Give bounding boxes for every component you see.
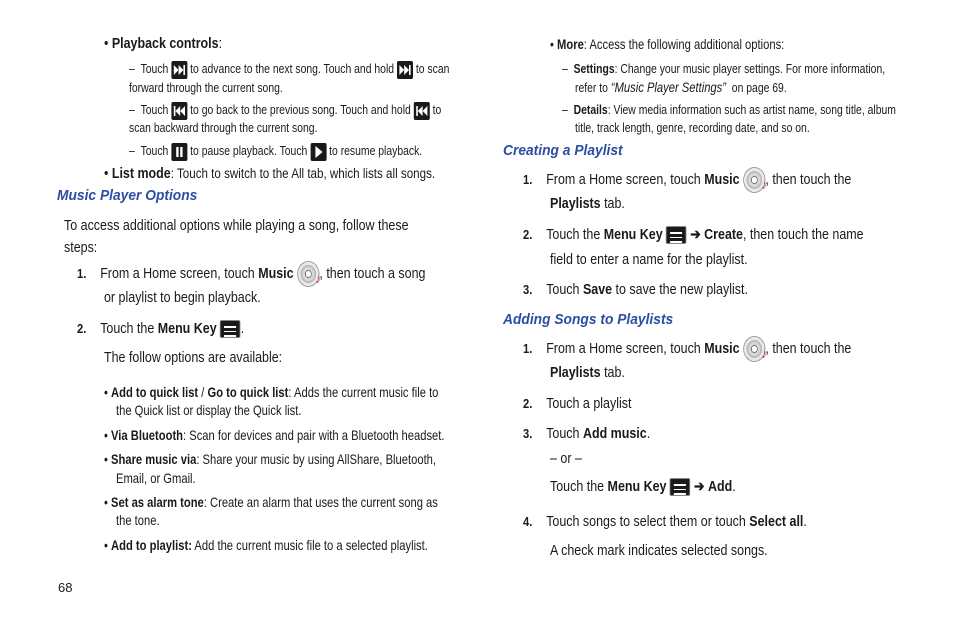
heading-music-player-options: Music Player Options	[57, 187, 198, 204]
add-step4: 4. Touch songs to select them or touch Select all.	[523, 514, 807, 530]
bullet-more: • More: Access the following additional options:	[550, 36, 785, 52]
pc-prev-line2: scan backward through the current song.	[129, 120, 318, 135]
menu-key-icon	[220, 320, 241, 338]
check-mark-text: A check mark indicates selected songs.	[550, 543, 768, 559]
add-step1-line2: Playlists tab.	[550, 365, 625, 381]
create-step2-line2: field to enter a name for the playlist.	[550, 252, 748, 268]
follow-text: The follow options are available:	[104, 350, 283, 366]
opt-quick-list-line2: the Quick list or display the Quick list.	[116, 402, 302, 418]
opt-settings: – Settings: Change your music player settings. For more information,	[562, 61, 886, 76]
add-step3-alt: Touch the Menu Key ➔ Add.	[550, 479, 736, 495]
opt-details-line2: title, track length, genre, recording date, and so on.	[575, 120, 810, 135]
music-app-icon	[297, 261, 319, 287]
opt-add-playlist: • Add to playlist: Add the current music file to a selected playlist.	[104, 537, 428, 553]
heading-creating-playlist: Creating a Playlist	[503, 142, 623, 159]
create-step1-line2: Playlists tab.	[550, 196, 625, 212]
add-step2: 2. Touch a playlist	[523, 396, 632, 412]
step1: 1. From a Home screen, touch Music ♪ , then touch a song	[77, 261, 425, 287]
pc-prev-line1: – Touch to go back to the previous song. Touch and hold to	[129, 101, 441, 120]
create-step1: 1. From a Home screen, touch Music ♪ , then touch the	[523, 167, 851, 193]
pause-icon	[171, 143, 187, 161]
add-step1: 1. From a Home screen, touch Music ♪ , then touch the	[523, 336, 851, 362]
pc-pause-line: – Touch to pause playback. Touch to resume playback.	[129, 142, 422, 161]
intro-line1: To access additional options while playing a song, follow these	[64, 218, 409, 234]
step2: 2. Touch the Menu Key .	[77, 321, 245, 337]
opt-settings-line2: refer to “Music Player Settings” on page 69.	[575, 79, 787, 95]
opt-alarm-line2: the tone.	[116, 512, 160, 528]
or-separator: – or –	[550, 451, 582, 467]
next-icon	[397, 61, 413, 79]
next-icon	[171, 61, 187, 79]
bullet-list-mode: • List mode: Touch to switch to the All tab, which lists all songs.	[104, 166, 436, 182]
pc-next-line2: forward through the current song.	[129, 80, 283, 95]
music-app-icon	[743, 167, 765, 193]
create-step3: 3. Touch Save to save the new playlist.	[523, 282, 748, 298]
opt-quick-list: • Add to quick list / Go to quick list: Adds the current music file to	[104, 384, 439, 400]
heading-adding-songs: Adding Songs to Playlists	[503, 311, 674, 328]
opt-share-line2: Email, or Gmail.	[116, 470, 196, 486]
add-step3: 3. Touch Add music.	[523, 426, 651, 442]
menu-key-icon	[670, 478, 691, 496]
music-app-icon	[743, 336, 765, 362]
opt-details: – Details: View media information such as artist name, song title, album	[562, 102, 896, 117]
opt-share: • Share music via: Share your music by using AllShare, Bluetooth,	[104, 451, 437, 467]
prev-icon	[414, 102, 430, 120]
page-number: 68	[58, 580, 73, 595]
opt-alarm: • Set as alarm tone: Create an alarm that uses the current song as	[104, 494, 438, 510]
intro-line2: steps:	[64, 240, 98, 256]
prev-icon	[171, 102, 187, 120]
play-icon	[310, 143, 326, 161]
step1-line2: or playlist to begin playback.	[104, 290, 261, 306]
create-step2: 2. Touch the Menu Key ➔ Create, then touch the name	[523, 227, 864, 243]
menu-key-icon	[666, 226, 687, 244]
pc-next-line1: – Touch to advance to the next song. Touch and hold to scan	[129, 60, 449, 79]
bullet-playback-controls: • Playback controls:	[104, 36, 223, 52]
opt-bluetooth: • Via Bluetooth: Scan for devices and pair with a Bluetooth headset.	[104, 427, 445, 443]
